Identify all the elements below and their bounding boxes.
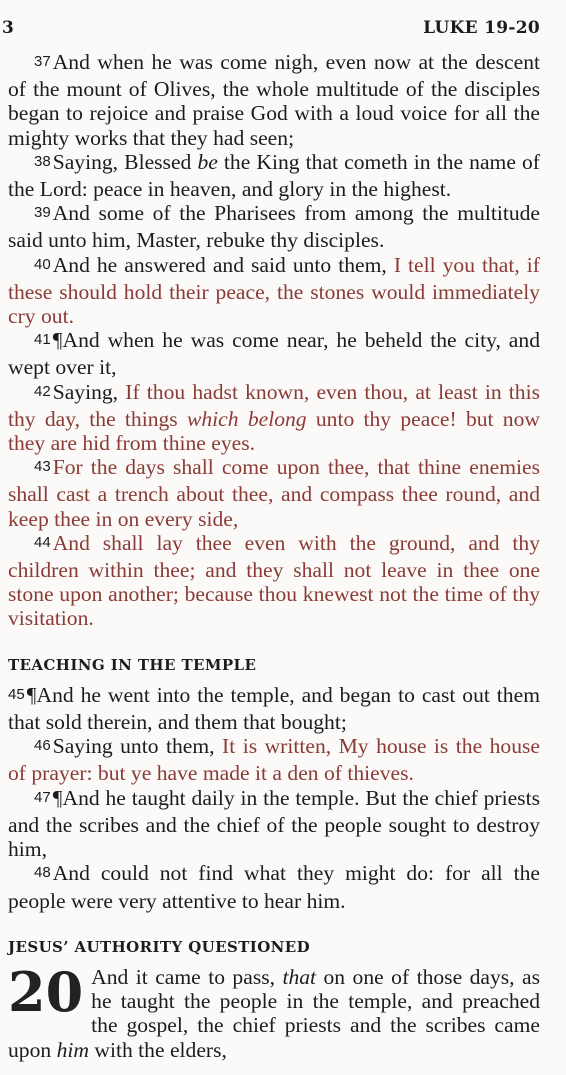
words-of-jesus: It is written, My house is the house of prayer: but ye have made it a den of thieves. <box>8 734 541 786</box>
verse-44 <box>8 531 540 631</box>
verse-number: 39 <box>34 204 51 222</box>
verse-40: 40And he answered and said unto them, I tell you that, if these should hold their peace, the stones would immediately cry out. <box>8 252 540 329</box>
section-heading: JESUS’ AUTHORITY QUESTIONED <box>8 937 311 956</box>
scripture-text <box>8 50 540 1062</box>
verse-number: 38 <box>34 152 51 170</box>
verse-43 <box>8 455 540 531</box>
book-reference: LUKE 19-20 <box>423 18 540 38</box>
verse-number: 40 <box>34 255 51 273</box>
verse-39: 39And some of the Pharisees from among the multitude said unto him, Master, rebuke thy disciples. <box>8 201 540 253</box>
verse-41: 41¶And when he was come near, he beheld the city, and wept over it, <box>8 328 540 380</box>
verse-number: 47 <box>34 788 51 806</box>
words-of-jesus: And shall lay thee even with the ground, and thy children within thee; and they shall not leave in thee one stone upon another; because thou knewest not the time of thy visitation. <box>8 530 540 631</box>
section-heading: TEACHING IN THE TEMPLE <box>8 655 257 674</box>
verse-45: 45¶And he went into the temple, and began to cast out them that sold therein, and them that bought; <box>8 682 540 735</box>
page-number: 3 <box>2 18 14 38</box>
verse-number: 37 <box>34 53 51 70</box>
verse-38: 38Saying, Blessed be the King that cometh in the name of the Lord: peace in heaven, and glory in the highest. <box>8 149 540 202</box>
verse-number: 46 <box>34 737 51 755</box>
words-of-jesus: If thou hadst known, even thou, at least in this thy day, the things <box>8 379 541 431</box>
verse-42: 42Saying, If thou hadst known, even thou, at least in this thy day, the things which belong unto thy peace! but now they are hid from thine eyes. <box>8 379 541 456</box>
verse-number: 45 <box>8 685 25 703</box>
words-of-jesus: I tell you that, if these should hold their peace, the stones would immediately cry out. <box>8 252 540 329</box>
page-header <box>0 18 566 42</box>
words-of-jesus: For the days shall come upon thee, that thine enemies shall cast a trench about thee, and compass thee round, and keep thee in on every side, <box>8 455 540 531</box>
verse-number: 48 <box>34 864 51 882</box>
verse-number: 44 <box>34 533 51 551</box>
verse-number: 42 <box>34 382 51 400</box>
verse-47: 47¶And he taught daily in the temple. But the chief priests and the scribes and the chief of the people sought to destroy him, <box>8 785 540 862</box>
verse-37: 37And when he was come nigh, even now at the descent of the mount of Olives, the whole multitude of the disciples began to rejoice and praise God with a loud voice for all the mighty works that they had seen; <box>8 50 540 150</box>
chapter-number: 20 <box>8 959 84 1024</box>
verse-48: 48And could not find what they might do: for all the people were very attentive to hear him. <box>8 861 540 913</box>
verse-number: 41 <box>34 331 51 349</box>
chapter-20-verse-1: 20 And it came to pass, that on one of those days, as he taught the people in the temple, and preached the gospel, the chief priests and the scribes came upon him with the elders, <box>8 959 540 1062</box>
verse-46: 46Saying unto them, It is written, My house is the house of prayer: but ye have made it a den of thieves. <box>8 734 541 786</box>
verse-number: 43 <box>34 458 51 476</box>
